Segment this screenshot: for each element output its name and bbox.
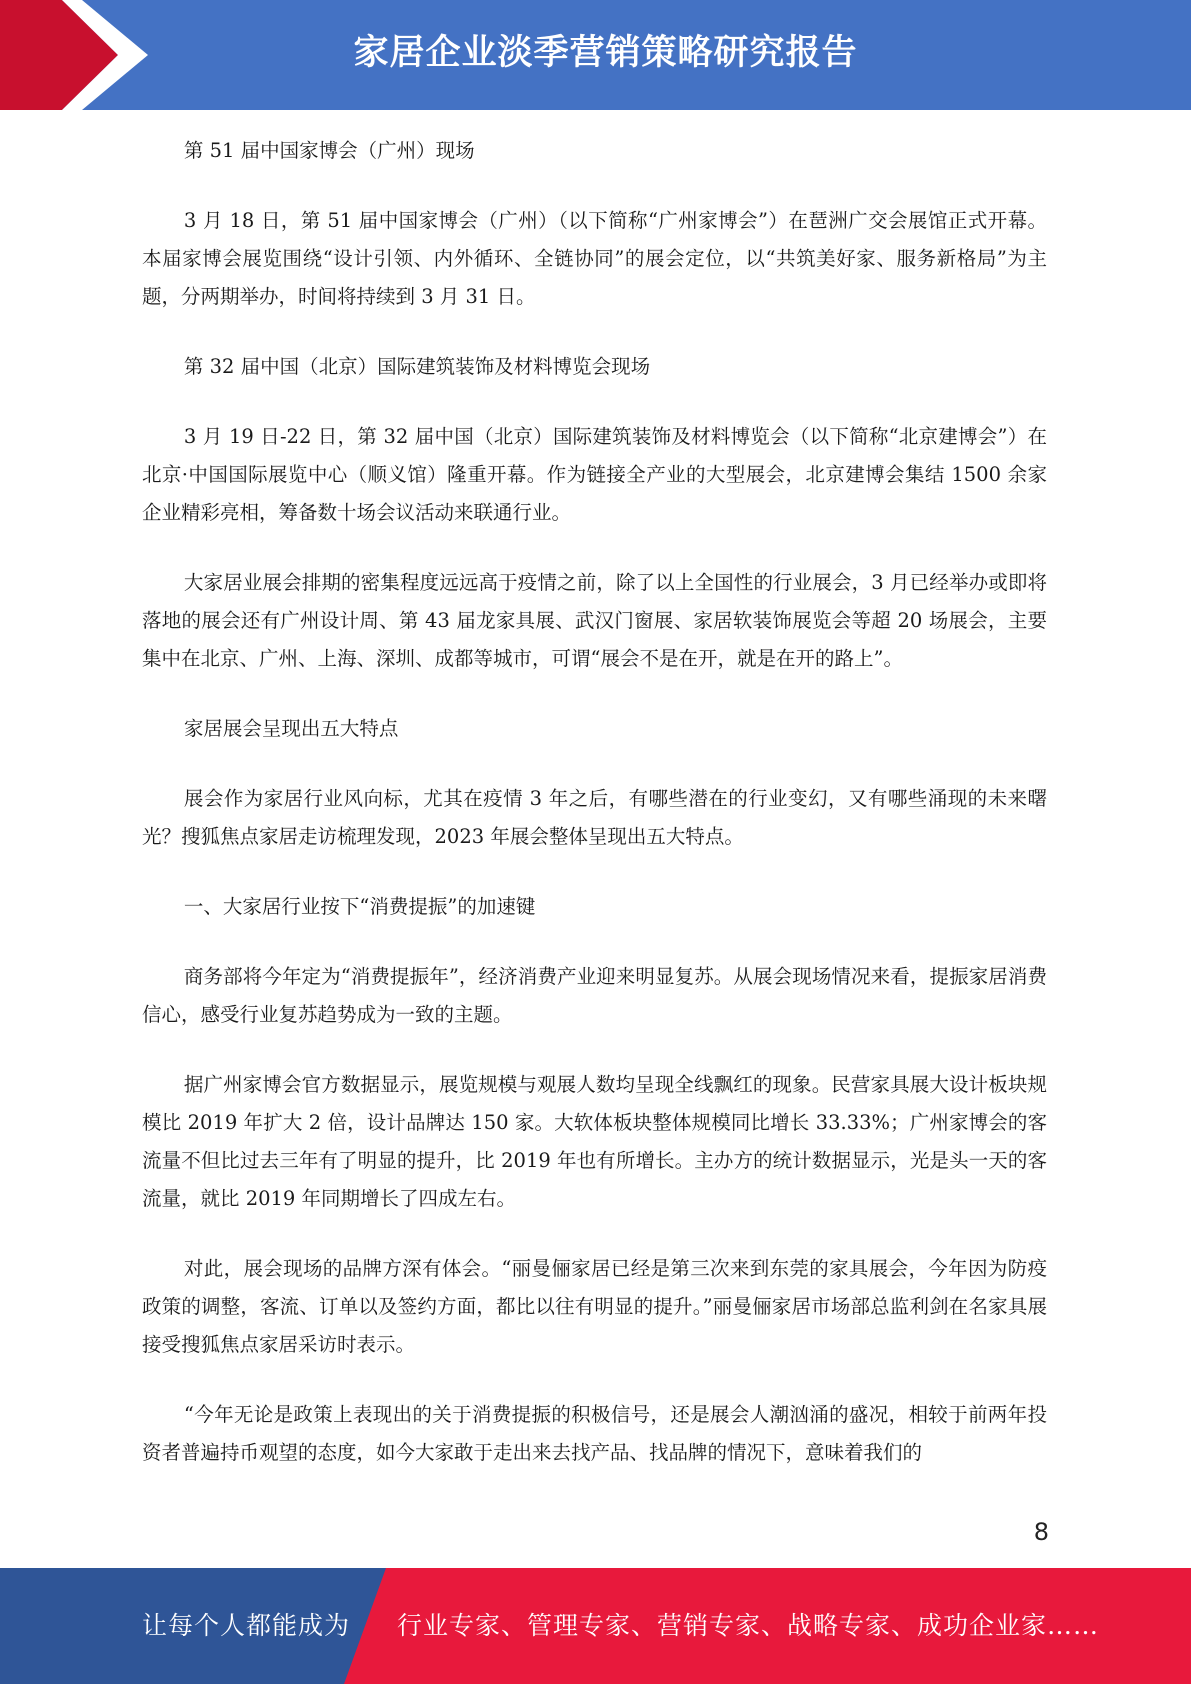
paragraph-heading-feature-one: 一、大家居行业按下“消费提振”的加速键 — [183, 895, 536, 918]
page-number: 8 — [1033, 1518, 1049, 1546]
document-body — [142, 132, 1047, 1504]
paragraph: 展会作为家居行业风向标，尤其在疫情 3 年之后，有哪些潜在的行业变幻，又有哪些涌现的未来曙光？搜狐焦点家居走访梳理发现，2023 年展会整体呈现出五大特点。 — [142, 787, 1047, 848]
paragraph: 对此，展会现场的品牌方深有体会。“丽曼俪家居已经是第三次来到东莞的家具展会，今年因为防疫政策的调整，客流、订单以及签约方面，都比以往有明显的提升。”丽曼俪家居市场部总监利剑在名家具展接受搜狐焦点家居采访时表示。 — [142, 1257, 1047, 1356]
paragraph-heading-beijing-expo: 第 32 届中国（北京）国际建筑装饰及材料博览会现场 — [183, 355, 651, 378]
paragraph: 据广州家博会官方数据显示，展览规模与观展人数均呈现全线飘红的现象。民营家具展大设计板块规模比 2019 年扩大 2 倍，设计品牌达 150 家。大软体板块整体规模同比增长 33.33%；广州家博会的客流量不但比过去三年有了明显的提升，比 2019 年也有所增长。主办方的统计数据显示，光是头一天的客流量，就比 2019 年同期增长了四成左右。 — [142, 1073, 1047, 1210]
paragraph: 3 月 19 日-22 日，第 32 届中国（北京）国际建筑装饰及材料博览会（以下简称“北京建博会”）在北京·中国国际展览中心（顺义馆）隆重开幕。作为链接全产业的大型展会，北京建博会集结 1500 余家企业精彩亮相，筹备数十场会议活动来联通行业。 — [142, 425, 1047, 524]
footer-slogan-left: 让每个人都能成为 — [142, 1611, 351, 1640]
report-title: 家居企业淡季营销策略研究报告 — [353, 33, 858, 73]
paragraph-heading-five-features: 家居展会呈现出五大特点 — [183, 717, 399, 740]
report-footer — [0, 1568, 1191, 1684]
report-header — [0, 0, 1191, 110]
paragraph: “今年无论是政策上表现出的关于消费提振的积极信号，还是展会人潮汹涌的盛况，相较于前两年投资者普遍持币观望的态度，如今大家敢于走出来去找产品、找品牌的情况下，意味着我们的 — [142, 1403, 1047, 1464]
paragraph: 3 月 18 日，第 51 届中国家博会（广州）（以下简称“广州家博会”）在琶洲广交会展馆正式开幕。本届家博会展览围绕“设计引领、内外循环、全链协同”的展会定位，以“共筑美好家、服务新格局”为主题，分两期举办，时间将持续到 3 月 31 日。 — [142, 209, 1047, 308]
paragraph: 大家居业展会排期的密集程度远远高于疫情之前，除了以上全国性的行业展会，3 月已经举办或即将落地的展会还有广州设计周、第 43 届龙家具展、武汉门窗展、家居软装饰展览会等超 20 场展会，主要集中在北京、广州、上海、深圳、成都等城市，可谓“展会不是在开，就是在开的路上”。 — [142, 571, 1047, 670]
paragraph: 商务部将今年定为“消费提振年”，经济消费产业迎来明显复苏。从展会现场情况来看，提振家居消费信心，感受行业复苏趋势成为一致的主题。 — [142, 965, 1047, 1026]
footer-slogan-right: 行业专家、管理专家、营销专家、战略专家、成功企业家…… — [397, 1611, 1100, 1640]
paragraph-heading-guangzhou-expo: 第 51 届中国家博会（广州）现场 — [183, 139, 475, 162]
